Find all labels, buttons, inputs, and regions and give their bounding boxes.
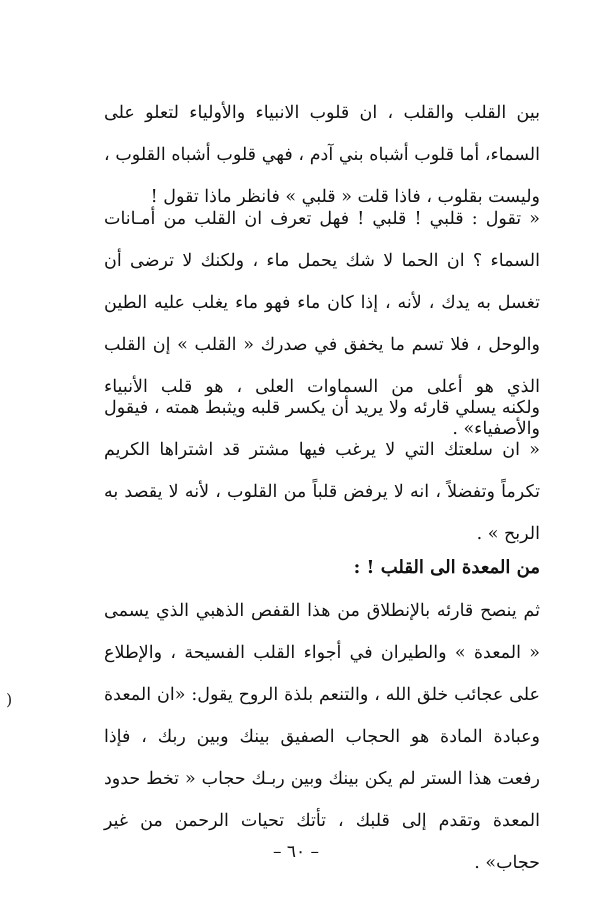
- body-paragraph: [104, 590, 540, 884]
- body-paragraph: [104, 387, 540, 555]
- paragraph-text: بين القلب والقلب ، ان قلوب الانبياء والأولياء لتعلو على السماء، أما قلوب أشباه بني آدم ، فهي قلوب أشباه القلوب ، وليست بقلوب ، فاذا قلت « قلبي » فانظر ماذا تقول !: [104, 103, 540, 207]
- page-number: – ٦٠ –: [272, 842, 320, 862]
- paragraph-text: ولكنه يسلي قارئه ولا يريد أن يكسر قلبه ويثبط همته ، فيقول « ان سلعتك التي لا يرغب فيها مشتر قد اشتراها الكريم تكرماً وتفضلاً ، انه لا يرفض قلباً من القلوب ، لأنه لا يقصد به الربح » .: [104, 398, 540, 544]
- paragraph-text: « تقول : قلبي ! قلبي ! فهل تعرف ان القلب من أمـانات السماء ؟ ان الحما لا شك يحمل ماء ، ولكنك لا ترضى أن تغسل به يدك ، لأنه ، إذا كان ماء فهو ماء يغلب عليه الطين والوحل ، فلا تسم ما يخفق في صدرك « القلب » إن القلب الذي هو أعلى من السماوات العلى ، هو قلب الأنبياء والأصفياء» .: [104, 209, 540, 439]
- paragraph-text: ثم ينصح قارئه بالإنطلاق من هذا القفص الذهبي الذي يسمى « المعدة » والطيران في أجواء القلب الفسيحة ، والإطلاع على عجائب خلق الله ، والتنعم بلذة الروح يقول: «ان المعدة وعبادة المادة هو الحجاب الصفيق بينك وبين ربك ، فإذا رفعت هذا الستر لم يكن بينك وبين ربـك حجاب « تخط حدود المعدة وتقدم إلى قلبك ، تأتك تحيات الرحمن من غير حجاب» .: [104, 601, 540, 873]
- margin-bracket-mark: ): [6, 690, 13, 709]
- section-heading: من المعدة الى القلب ! :: [353, 557, 540, 578]
